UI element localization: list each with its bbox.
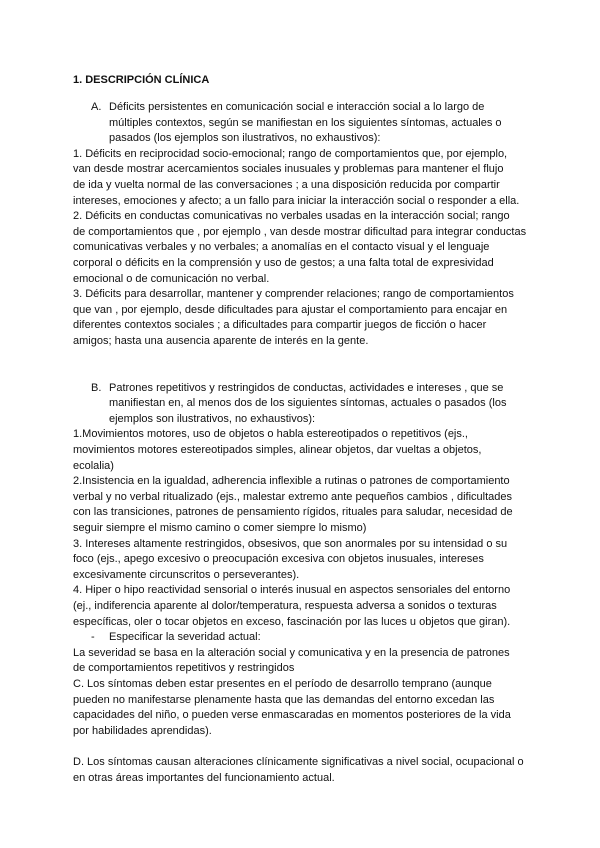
text-line: pueden no manifestarse plenamente hasta que las demandas del entorno excedan las	[73, 693, 495, 706]
text-line: por habilidades aprendidas).	[73, 724, 212, 737]
text-line: 2. Déficits en conductas comunicativas no verbales usadas en la interacción social; rango	[73, 210, 510, 223]
text-line: diferentes contextos sociales ; a dificultades para compartir juegos de ficción o hacer	[73, 319, 487, 332]
paragraph	[73, 427, 553, 474]
text-line: intereses, emociones y afecto; a un fallo para iniciar la interacción social o responder a ella.	[73, 194, 520, 207]
text-line: amigos; hasta una ausencia aparente de interés en la gente.	[73, 334, 369, 347]
text-line: La severidad se basa en la alteración social y comunicativa y en la presencia de patrones	[73, 646, 510, 659]
text-line: de comportamientos que , por ejemplo , van desde mostrar dificultad para integrar conductas	[73, 225, 527, 238]
text-line: de comportamientos repetitivos y restringidos	[73, 662, 295, 675]
text-line: manifiestan en, al menos dos de los siguientes síntomas, actuales o pasados (los	[109, 397, 507, 410]
text-line: 3. Déficits para desarrollar, mantener y comprender relaciones; rango de comportamientos	[73, 288, 514, 301]
paragraph	[73, 209, 553, 287]
list-item-lettered	[73, 100, 553, 147]
text-line: múltiples contextos, según se manifiestan en los siguientes síntomas, actuales o	[109, 116, 502, 129]
text-line: específicas, oler o tocar objetos en exceso, fascinación por las luces u objetos que giran).	[73, 615, 511, 628]
text-line: foco (ejs., apego excesivo o preocupación excesiva con objetos inusuales, intereses	[73, 553, 484, 566]
paragraph	[73, 537, 553, 584]
text-line: de ida y vuelta normal de las conversaciones ; a una disposición reducida por compartir	[73, 178, 500, 191]
list-marker: A.	[91, 101, 102, 113]
list-marker: B.	[91, 381, 102, 394]
text-line: 2.Insistencia en la igualdad, adherencia inflexible a rutinas o patrones de comportamiento	[73, 475, 510, 488]
text-line: 3. Intereses altamente restringidos, obsesivos, que son anormales por su intensidad o su	[73, 537, 508, 550]
text-line: 4. Hiper o hipo reactividad sensorial o interés inusual en aspectos sensoriales del entorno	[73, 584, 511, 597]
blank-line	[73, 365, 553, 381]
blank-line	[73, 350, 553, 366]
text-line: verbal y no verbal ritualizado (ejs., malestar extremo ante pequeños cambios , dificultades	[73, 490, 513, 503]
text-line: excesivamente circunscritos o perseverantes).	[73, 568, 300, 581]
text-line: ejemplos son ilustrativos, no exhaustivos):	[109, 412, 316, 425]
text-line: (ej., indiferencia aparente al dolor/temperatura, respuesta adversa a sonidos o texturas	[73, 600, 497, 612]
text-line: movimientos motores estereotipados simples, alinear objetos, dar vueltas a objetos,	[73, 444, 482, 457]
section-title: 1. DESCRIPCIÓN CLÍNICA	[73, 74, 210, 86]
text-line: corporal o déficits en la comprensión y uso de gestos; a una falta total de expresividad	[73, 256, 494, 269]
text-line: Déficits persistentes en comunicación social e interacción social a lo largo de	[109, 101, 485, 113]
list-marker: -	[91, 631, 95, 644]
text-line: emocional o de comunicación no verbal.	[73, 272, 270, 285]
paragraph	[73, 474, 553, 536]
text-line: comunicativas verbales y no verbales; a anomalías en el contacto visual y el lenguaje	[73, 241, 490, 254]
paragraph	[73, 287, 553, 349]
list-item-lettered	[73, 630, 553, 646]
text-line: D. Los síntomas causan alteraciones clínicamente significativas a nivel social, ocupacional o	[73, 755, 524, 768]
list-item-lettered	[73, 381, 553, 428]
text-line: que van , por ejemplo, desde dificultades para ajustar el comportamiento para encajar en	[73, 303, 508, 316]
text-line: capacidades del niño, o pueden verse enmascaradas en momentos posteriores de la vida	[73, 709, 511, 722]
text-line: Patrones repetitivos y restringidos de conductas, actividades e intereses , que se	[109, 381, 504, 394]
text-line: seguir siempre el mismo camino o comer siempre lo mismo)	[73, 522, 367, 535]
text-line: ecolalia)	[73, 459, 114, 472]
text-line: con las transiciones, patrones de pensamiento rígidos, rituales para saludar, necesidad de	[73, 506, 513, 519]
text-line: pasados (los ejemplos son ilustrativos, no exhaustivos):	[109, 132, 381, 145]
text-line: C. Los síntomas deben estar presentes en el período de desarrollo temprano (aunque	[73, 677, 492, 690]
paragraph	[73, 646, 553, 677]
text-line: en otras áreas importantes del funcionamiento actual.	[73, 771, 335, 784]
paragraph	[73, 755, 553, 786]
text-line: 1.Movimientos motores, uso de objetos o habla estereotipados o repetitivos (ejs.,	[73, 428, 468, 441]
text-line: 1. Déficits en reciprocidad socio-emocional; rango de comportamientos que, por ejemplo,	[73, 147, 508, 160]
text-line: van desde mostrar acercamientos sociales inusuales y problemas para mantener el flujo	[73, 163, 504, 176]
document-body	[73, 100, 553, 786]
blank-line	[73, 739, 553, 755]
text-line: Especificar la severidad actual:	[109, 631, 261, 644]
paragraph	[73, 677, 553, 739]
paragraph	[73, 583, 553, 630]
paragraph	[73, 147, 553, 209]
